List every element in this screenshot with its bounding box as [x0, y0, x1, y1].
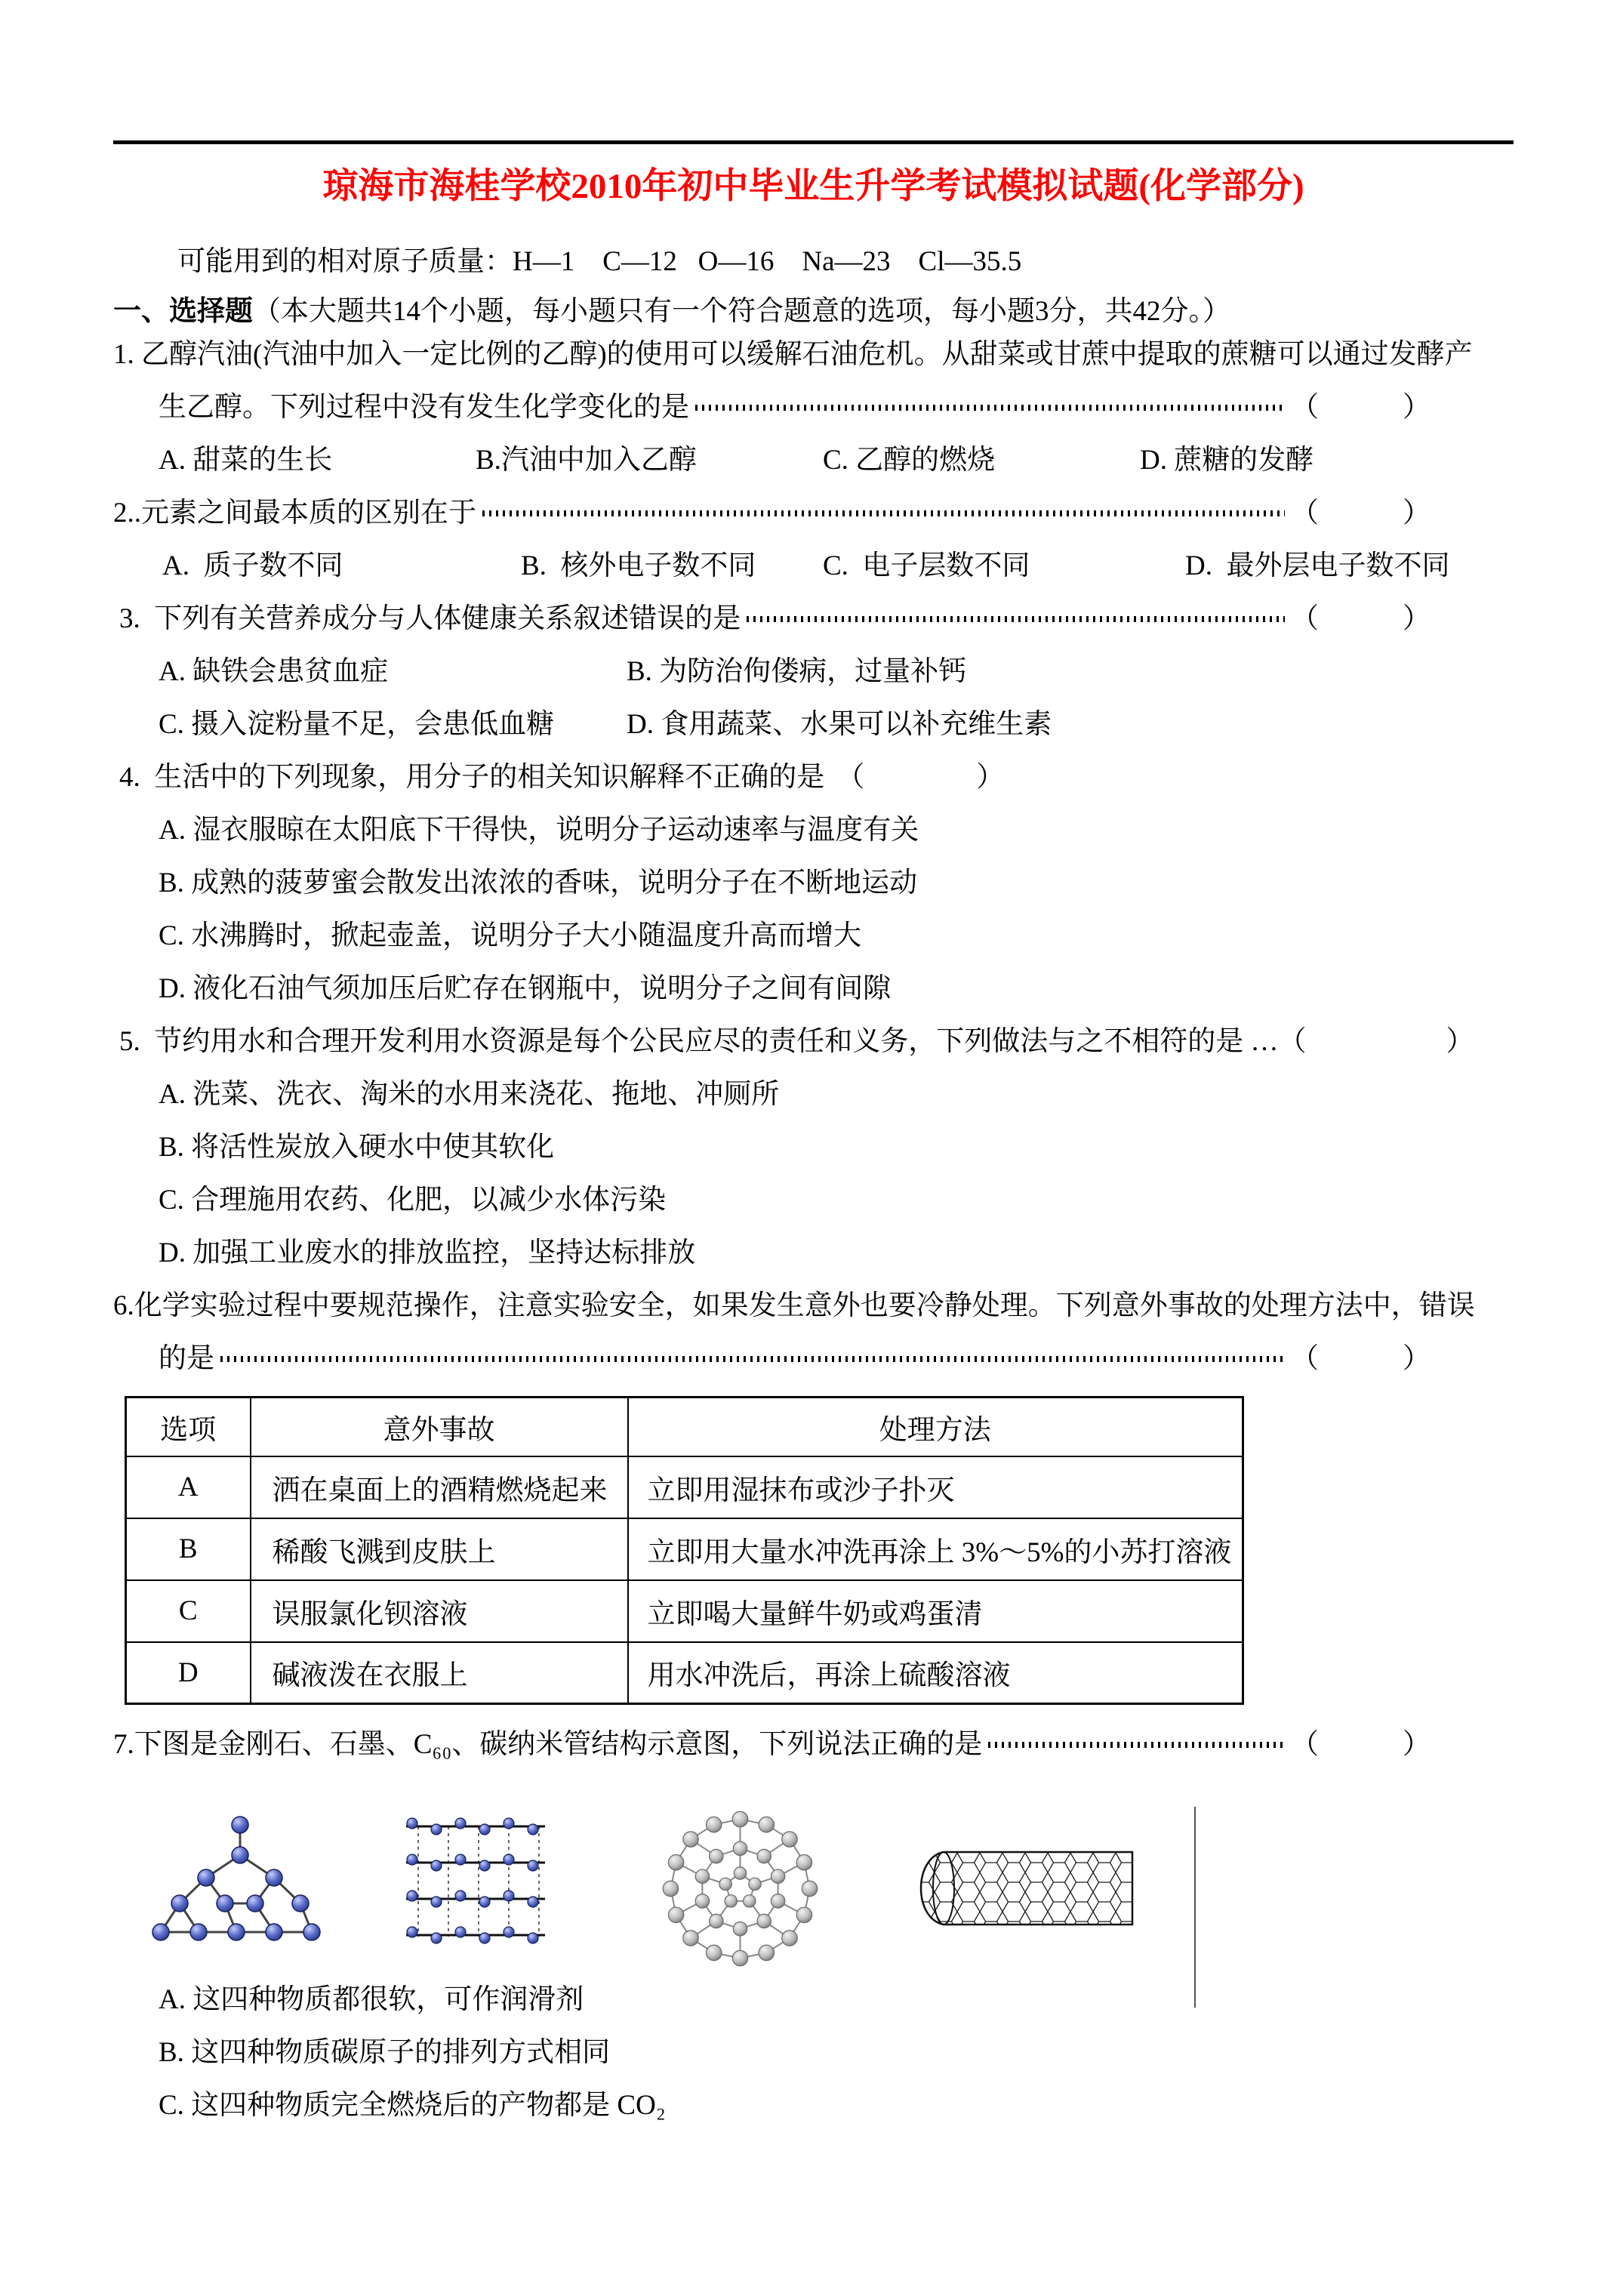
cell-method: 立即喝大量鲜牛奶或鸡蛋清: [628, 1580, 1243, 1642]
q7-option-a: A. 这四种物质都很软，可作润滑剂: [159, 1984, 584, 2015]
q7-option-b: B. 这四种物质碳原子的排列方式相同: [159, 2037, 611, 2068]
cell-accident: 误服氯化钡溶液: [251, 1580, 628, 1642]
question-5-line: [113, 1015, 1514, 1068]
section-label: 一、选择题: [113, 296, 253, 327]
question-6-line1: 6.化学实验过程中要规范操作，注意实验安全，如果发生意外也要冷静处理。下列意外事故的处理方法中，错误: [113, 1290, 1475, 1321]
cell-accident: 稀酸飞溅到皮肤上: [251, 1518, 628, 1580]
question-4-stem: 4. 生活中的下列现象，用分子的相关知识解释不正确的是: [119, 762, 825, 793]
cell-option: B: [126, 1518, 251, 1580]
atomic-masses-line: 可能用到的相对原子质量：H—1 C—12 O—16 Na—23 Cl—35.5: [177, 246, 1022, 277]
cell-accident: 碱液泼在衣服上: [251, 1642, 628, 1704]
structure-figures: [113, 1811, 1514, 1974]
section-heading: [113, 295, 1514, 328]
cell-accident: 洒在桌面上的酒精燃烧起来: [251, 1456, 628, 1518]
q4-option-b: B. 成熟的菠萝蜜会散发出浓浓的香味，说明分子在不断地运动: [159, 868, 918, 898]
q2-option-d: D. 最外层电子数不同: [1185, 550, 1450, 581]
figure-border-line: [1194, 1807, 1196, 2008]
question-5-stem: 5. 节约用水和合理开发利用水资源是每个公民应尽的责任和义务，下列做法与之不相符的是 …: [119, 1026, 1279, 1057]
dotted-leader: [695, 405, 1285, 411]
q4-option-a: A. 湿衣服晾在太阳底下干得快，说明分子运动速率与温度有关: [159, 815, 919, 846]
section-note: （本大题共14个小题，每小题只有一个符合题意的选项，每小题3分，共42分。）: [253, 296, 1230, 327]
answer-bracket: （ ）: [1291, 392, 1431, 423]
question-4-line: [113, 751, 1514, 804]
question-3-options-row1: [113, 646, 1514, 698]
cell-method: 用水冲洗后，再涂上硫酸溶液: [628, 1642, 1243, 1704]
table-header-row: [126, 1398, 1243, 1456]
col-header-accident: 意外事故: [251, 1398, 628, 1456]
q4-option-c: C. 水沸腾时，掀起壶盖，说明分子大小随温度升高而增大: [159, 920, 862, 951]
diamond-structure-image: [134, 1811, 338, 1970]
q2-option-b: B. 核外电子数不同: [521, 550, 756, 581]
col-header-option: 选项: [126, 1398, 251, 1456]
q4-option-d: D. 液化石油气须加压后贮存在钢瓶中，说明分子之间有间隙: [159, 973, 892, 1004]
dotted-leader: [988, 1742, 1285, 1748]
question-1-options: [113, 434, 1514, 487]
dotted-leader: [220, 1356, 1285, 1362]
answer-bracket: （ ）: [1291, 498, 1431, 529]
q5-option-a: A. 洗菜、洗衣、淘米的水用来浇花、拖地、冲厕所: [159, 1079, 780, 1110]
question-1-line2: [113, 381, 1514, 434]
question-3-stem: 3. 下列有关营养成分与人体健康关系叙述错误的是: [119, 603, 741, 634]
carbon-nanotube-structure-image: [912, 1843, 1138, 1941]
question-7-stem: 7.下图是金刚石、石墨、C₆₀、碳纳米管结构示意图，下列说法正确的是: [113, 1729, 983, 1760]
q5-option-b: B. 将活性炭放入硬水中使其软化: [159, 1132, 555, 1163]
cell-option: D: [126, 1642, 251, 1704]
answer-bracket: （ ）: [1291, 1729, 1431, 1760]
table-row: [126, 1642, 1243, 1704]
dotted-leader: [482, 510, 1285, 516]
q3-option-a: A. 缺铁会患贫血症: [159, 656, 389, 687]
answer-bracket: （ ）: [1278, 1026, 1474, 1057]
c60-structure-image: [655, 1805, 825, 1979]
question-7-line: [113, 1718, 1514, 1771]
question-1-stem: 生乙醇。下列过程中没有发生化学变化的是: [159, 392, 689, 423]
answer-bracket: （ ）: [1291, 1343, 1431, 1374]
graphite-structure-image: [400, 1811, 551, 1970]
table-row: [126, 1518, 1243, 1580]
question-2-options: [113, 540, 1514, 593]
table-row: [126, 1580, 1243, 1642]
cell-option: C: [126, 1580, 251, 1642]
q1-option-b: B.汽油中加入乙醇: [476, 445, 697, 476]
q3-option-d: D. 食用蔬菜、水果可以补充维生素: [627, 709, 1052, 740]
cell-method: 立即用湿抹布或沙子扑灭: [628, 1456, 1243, 1518]
q5-option-c: C. 合理施用农药、化肥，以减少水体污染: [159, 1185, 667, 1216]
q2-option-c: C. 电子层数不同: [823, 550, 1030, 581]
top-rule: [113, 140, 1514, 144]
question-6-stem: 的是: [159, 1343, 214, 1374]
q7-option-c: C. 这四种物质完全燃烧后的产物都是 CO₂: [159, 2090, 666, 2121]
answer-bracket: （ ）: [836, 762, 1005, 793]
page-title: 琼海市海桂学校2010年初中毕业生升学考试模拟试题(化学部分): [322, 167, 1304, 206]
q1-option-c: C. 乙醇的燃烧: [823, 445, 996, 476]
question-1-line1: 1. 乙醇汽油(汽油中加入一定比例的乙醇)的使用可以缓解石油危机。从甜菜或甘蔗中提取的蔗糖可以通过发酵产: [113, 339, 1473, 370]
question-6-line2: [113, 1333, 1514, 1385]
q3-option-b: B. 为防治佝偻病，过量补钙: [627, 656, 967, 687]
question-2-stem: 2..元素之间最本质的区别在于: [113, 498, 476, 529]
table-row: [126, 1456, 1243, 1518]
q1-option-a: A. 甜菜的生长: [159, 445, 333, 476]
cell-option: A: [126, 1456, 251, 1518]
question-3-options-row2: [113, 698, 1514, 751]
dotted-leader: [747, 616, 1285, 622]
accident-handling-table: [125, 1396, 1244, 1705]
q3-option-c: C. 摄入淀粉量不足，会患低血糖: [159, 709, 555, 740]
answer-bracket: （ ）: [1291, 603, 1431, 634]
q1-option-d: D. 蔗糖的发酵: [1140, 445, 1314, 476]
cell-method: 立即用大量水冲洗再涂上 3%～5%的小苏打溶液: [628, 1518, 1243, 1580]
q5-option-d: D. 加强工业废水的排放监控，坚持达标排放: [159, 1237, 696, 1268]
q2-option-a: A. 质子数不同: [162, 550, 343, 581]
question-2-line: [113, 487, 1514, 540]
question-3-line: [113, 593, 1514, 646]
col-header-method: 处理方法: [628, 1398, 1243, 1456]
